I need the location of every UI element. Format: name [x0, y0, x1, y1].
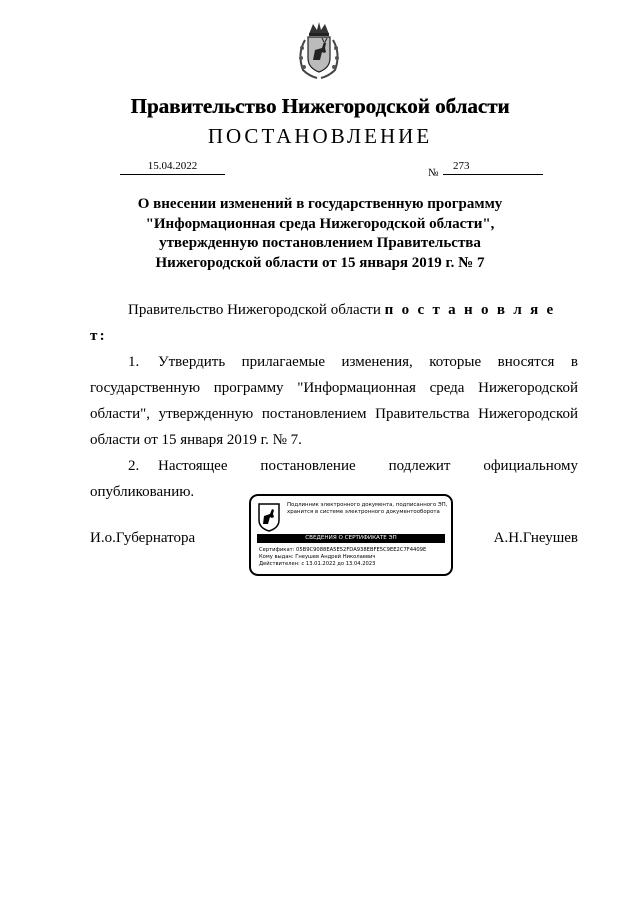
resolution-intro: [90, 297, 578, 349]
organization-title: Правительство Нижегородской области: [130, 94, 510, 118]
document-body: [90, 297, 578, 505]
item-number: 2.: [128, 458, 140, 474]
document-date: 15.04.2022: [120, 160, 225, 175]
digital-signature-stamp: [249, 494, 453, 576]
resolution-item: [90, 349, 578, 453]
item-text: Утвердить прилагаемые изменения, которые вносятся в государственную программу "Информационная среда Нижегородской области", утвержденную постановлением Правительства Нижегородской области от 15 января 2019 г. № 7.: [90, 354, 578, 448]
region-shield-icon: [257, 502, 281, 532]
coat-of-arms-emblem: [295, 20, 343, 80]
certificate-line: Сертификат: 05B9C9088EA5E52FDA938EBFE5C9EE2C7F4409E: [259, 547, 427, 553]
subject-line: "Информационная среда Нижегородской области",: [145, 215, 495, 232]
item-number: 1.: [128, 354, 140, 370]
intro-text: Правительство Нижегородской области: [128, 302, 385, 318]
stamp-note: Подлинник электронного документа, подписанного ЭП, хранится в системе электронного документооборота: [287, 502, 448, 515]
stamp-banner: СВЕДЕНИЯ О СЕРТИФИКАТЕ ЭП: [257, 534, 445, 543]
subject-line: утвержденную постановлением Правительства: [159, 235, 481, 251]
document-type: ПОСТАНОВЛЕНИЕ: [207, 124, 433, 148]
owner-line: Кому выдан: Гнеушев Андрей Николаевич: [259, 554, 376, 561]
number-label: №: [428, 167, 439, 179]
subject-line: Нижегородской области от 15 января 2019 г. № 7: [155, 254, 485, 271]
signatory-name: А.Н.Гнеушев: [493, 530, 578, 546]
intro-resolves: п о с т а н о в л я е т:: [90, 302, 556, 344]
signatory-position: И.о.Губернатора: [90, 530, 196, 546]
document-number: 273: [443, 160, 543, 175]
stamp-details: [259, 547, 426, 569]
validity-line: Действителен: с 13.01.2022 до 13.04.2023: [259, 561, 376, 568]
subject-line: О внесении изменений в государственную программу: [137, 196, 503, 212]
item-text: Настоящее постановление подлежит официальному опубликованию.: [90, 458, 578, 500]
document-subject: [100, 195, 540, 273]
